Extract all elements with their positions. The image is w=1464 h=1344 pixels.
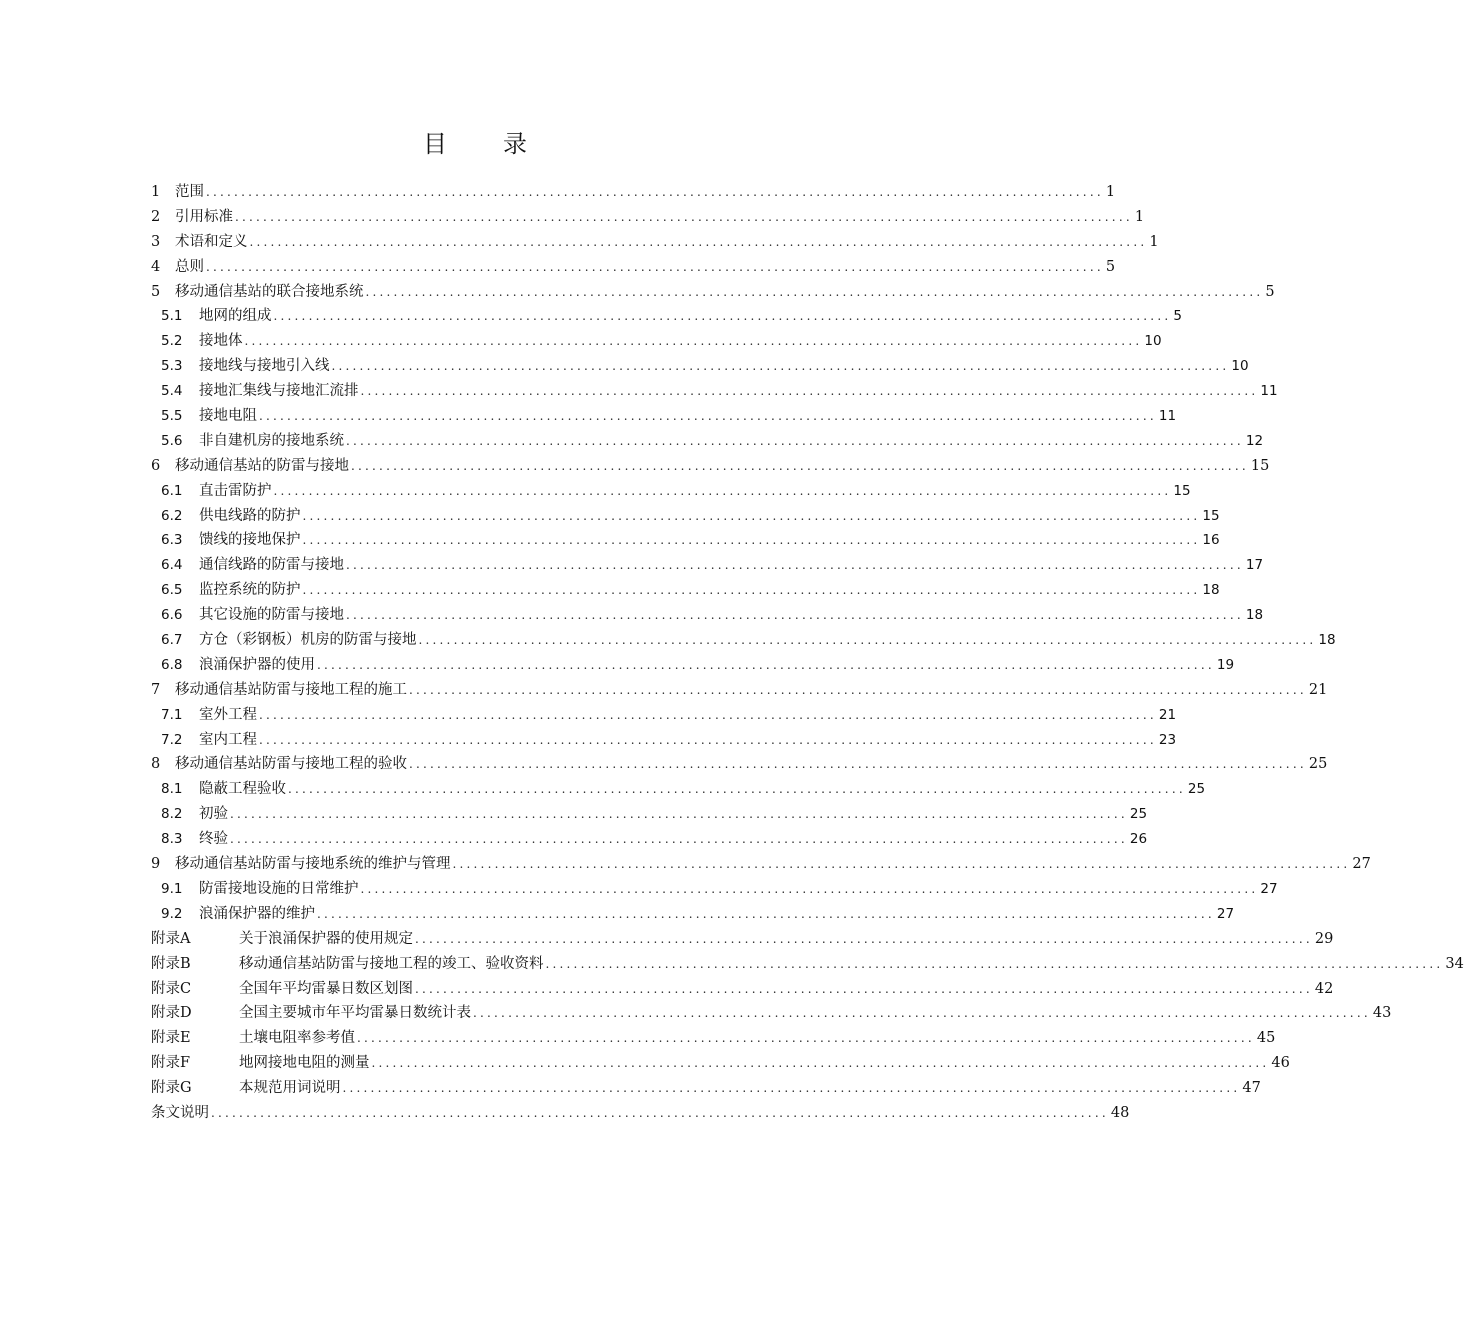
toc-dot-leader: ................................................................................................................................ — [409, 757, 1307, 772]
toc-entry-title: 地网的组成 — [199, 308, 272, 325]
toc-entry-page: 16 — [1202, 532, 1220, 549]
toc-dot-leader: ................................................................................................................................ — [259, 707, 1157, 722]
toc-dot-leader: ................................................................................................................................ — [259, 409, 1157, 424]
toc-entry-title: 方仓（彩钢板）机房的防雷与接地 — [199, 632, 417, 649]
toc-entry-page: 25 — [1187, 781, 1206, 798]
toc-entry[interactable] — [151, 404, 1177, 429]
toc-entry-page: 18 — [1245, 607, 1264, 624]
toc-entry-number: 附录F — [151, 1055, 191, 1072]
toc-entry-page: 19 — [1216, 656, 1235, 673]
toc-entry-page: 47 — [1242, 1080, 1261, 1097]
toc-entry-title: 接地汇集线与接地汇流排 — [199, 383, 359, 400]
toc-entry-number: 6.6 — [161, 607, 183, 624]
table-of-contents — [151, 180, 1464, 1126]
toc-entry-page: 27 — [1352, 856, 1371, 873]
toc-entry-number: 6.5 — [161, 582, 183, 599]
toc-entry-title: 移动通信基站的防雷与接地 — [175, 457, 349, 474]
toc-dot-leader: ................................................................................................................................ — [409, 682, 1307, 697]
toc-entry-page: 12 — [1245, 432, 1264, 449]
toc-entry-title: 初验 — [199, 806, 228, 823]
toc-dot-leader: ................................................................................................................................ — [365, 284, 1264, 299]
toc-entry-page: 23 — [1158, 731, 1177, 748]
toc-entry-title: 接地线与接地引入线 — [199, 358, 330, 375]
toc-entry-page: 29 — [1314, 930, 1334, 947]
toc-dot-leader: ................................................................................................................................ — [317, 657, 1215, 672]
toc-entry-title: 室内工程 — [199, 731, 257, 748]
toc-entry[interactable] — [151, 479, 1191, 504]
toc-dot-leader: ................................................................................................................................ — [357, 1031, 1255, 1046]
toc-entry[interactable] — [151, 902, 1235, 927]
toc-entry-page: 1 — [1134, 208, 1145, 225]
toc-entry-number: 6 — [151, 457, 161, 474]
toc-entry-number: 7.2 — [161, 731, 183, 748]
toc-entry-title: 全国主要城市年平均雷暴日数统计表 — [239, 1005, 471, 1022]
toc-dot-leader: ................................................................................................................................ — [545, 956, 1444, 971]
toc-entry[interactable] — [151, 827, 1148, 852]
toc-entry-title: 接地体 — [199, 333, 243, 350]
toc-entry-page: 26 — [1129, 831, 1148, 848]
toc-dot-leader: ................................................................................................................................ — [317, 906, 1215, 921]
toc-entry-page: 34 — [1445, 955, 1464, 972]
toc-dot-leader: ................................................................................................................................ — [342, 1081, 1241, 1096]
toc-entry-title: 室外工程 — [199, 706, 257, 723]
toc-entry-title: 移动通信基站的联合接地系统 — [175, 283, 364, 300]
toc-entry-page: 21 — [1308, 681, 1328, 698]
toc-dot-leader: ................................................................................................................................ — [288, 782, 1186, 797]
toc-entry-number: 6.2 — [161, 507, 183, 524]
toc-entry[interactable] — [151, 354, 1249, 379]
toc-entry[interactable] — [151, 429, 1264, 454]
toc-dot-leader: ................................................................................................................................ — [415, 981, 1313, 996]
toc-dot-leader: ................................................................................................................................ — [259, 732, 1157, 747]
toc-dot-leader: ................................................................................................................................ — [249, 234, 1148, 249]
toc-entry-page: 15 — [1250, 457, 1270, 474]
toc-entry-number: 8.1 — [161, 781, 183, 798]
toc-entry-number: 5.3 — [161, 358, 183, 375]
toc-entry-number: 1 — [151, 184, 161, 200]
toc-entry-number: 附录A — [151, 930, 191, 947]
toc-entry-number: 4 — [151, 258, 161, 275]
toc-entry-number: 附录B — [151, 955, 191, 972]
toc-entry-title: 土壤电阻率参考值 — [239, 1030, 355, 1047]
toc-dot-leader: ................................................................................................................................ — [206, 259, 1104, 274]
toc-entry[interactable] — [151, 1101, 1130, 1126]
toc-entry-number: 6.8 — [161, 656, 183, 673]
toc-dot-leader: ................................................................................................................................ — [273, 309, 1172, 324]
toc-dot-leader: ................................................................................................................................ — [211, 1105, 1109, 1120]
toc-entry-title: 供电线路的防护 — [199, 507, 301, 524]
toc-entry-page: 25 — [1308, 756, 1328, 773]
toc-entry[interactable] — [151, 1001, 1392, 1026]
toc-entry[interactable] — [151, 802, 1148, 827]
toc-entry-page: 18 — [1318, 632, 1336, 649]
toc-entry-number: 6.3 — [161, 532, 183, 549]
toc-entry[interactable] — [151, 454, 1270, 479]
toc-entry-title: 关于浪涌保护器的使用规定 — [239, 930, 413, 947]
toc-entry[interactable] — [151, 329, 1162, 354]
toc-dot-leader: ................................................................................................................................ — [371, 1056, 1270, 1071]
toc-entry-page: 11 — [1260, 383, 1278, 400]
toc-entry[interactable] — [151, 603, 1264, 628]
toc-entry-page: 10 — [1231, 358, 1249, 375]
toc-entry-number: 6.1 — [161, 482, 183, 499]
toc-entry[interactable] — [151, 977, 1334, 1002]
toc-dot-leader: ................................................................................................................................ — [473, 1006, 1371, 1021]
toc-entry-title: 移动通信基站防雷与接地工程的竣工、验收资料 — [239, 955, 544, 972]
toc-entry-title: 隐蔽工程验收 — [199, 781, 286, 798]
toc-entry-title: 范围 — [175, 184, 204, 200]
toc-entry-title: 防雷接地设施的日常维护 — [199, 880, 359, 897]
toc-dot-leader: ................................................................................................................................ — [235, 209, 1133, 224]
toc-entry-number: 5.1 — [161, 308, 183, 325]
toc-entry[interactable] — [151, 852, 1371, 877]
toc-entry[interactable] — [151, 1026, 1276, 1051]
toc-dot-leader: ................................................................................................................................ — [273, 483, 1172, 498]
toc-entry-title: 条文说明 — [151, 1104, 209, 1121]
toc-entry-title: 监控系统的防护 — [199, 582, 301, 599]
toc-entry-number: 7 — [151, 681, 161, 698]
toc-entry-title: 终验 — [199, 831, 228, 848]
toc-dot-leader: ................................................................................................................................ — [418, 633, 1317, 648]
toc-dot-leader: ................................................................................................................................ — [230, 832, 1128, 847]
toc-entry-number: 5.4 — [161, 383, 183, 400]
toc-entry-number: 8 — [151, 756, 161, 773]
toc-entry-page: 46 — [1271, 1055, 1290, 1072]
toc-dot-leader: ................................................................................................................................ — [452, 857, 1351, 872]
toc-entry[interactable] — [151, 752, 1328, 777]
toc-entry[interactable] — [151, 1051, 1290, 1076]
toc-entry[interactable] — [151, 877, 1278, 902]
toc-entry-page: 1 — [1105, 184, 1116, 200]
toc-entry[interactable] — [151, 205, 1145, 230]
toc-entry-title: 全国年平均雷暴日数区划图 — [239, 980, 413, 997]
toc-entry-page: 21 — [1158, 706, 1177, 723]
toc-entry-page: 45 — [1256, 1030, 1276, 1047]
toc-dot-leader: ................................................................................................................................ — [415, 931, 1313, 946]
toc-dot-leader: ................................................................................................................................ — [244, 334, 1143, 349]
toc-dot-leader: ................................................................................................................................ — [206, 185, 1104, 199]
toc-dot-leader: ................................................................................................................................ — [346, 558, 1244, 573]
toc-entry-title: 移动通信基站防雷与接地工程的验收 — [175, 756, 407, 773]
toc-entry-title: 其它设施的防雷与接地 — [199, 607, 344, 624]
toc-dot-leader: ................................................................................................................................ — [302, 533, 1201, 548]
toc-entry-title: 浪涌保护器的维护 — [199, 905, 315, 922]
toc-entry-number: 5.5 — [161, 408, 183, 425]
toc-dot-leader: ................................................................................................................................ — [346, 433, 1244, 448]
toc-entry-title: 本规范用词说明 — [239, 1080, 341, 1097]
toc-entry-page: 5 — [1105, 258, 1116, 275]
page-title — [0, 124, 950, 159]
toc-entry[interactable] — [151, 678, 1328, 703]
toc-entry-title: 移动通信基站防雷与接地工程的施工 — [175, 681, 407, 698]
toc-dot-leader: ................................................................................................................................ — [351, 458, 1249, 473]
toc-entry-number: 附录D — [151, 1005, 192, 1022]
toc-entry-page: 17 — [1245, 557, 1264, 574]
toc-entry-number: 6.7 — [161, 632, 183, 649]
toc-entry[interactable] — [151, 230, 1159, 255]
toc-entry[interactable] — [151, 1076, 1261, 1101]
toc-dot-leader: ................................................................................................................................ — [230, 807, 1128, 822]
toc-entry-title: 馈线的接地保护 — [199, 532, 301, 549]
toc-entry-page: 48 — [1110, 1104, 1130, 1121]
toc-dot-leader: ................................................................................................................................ — [346, 608, 1244, 623]
title-char: 录 — [503, 130, 527, 158]
toc-entry[interactable] — [151, 777, 1206, 802]
toc-entry-title: 引用标准 — [175, 208, 233, 225]
toc-entry[interactable] — [151, 255, 1116, 280]
toc-entry-number: 2 — [151, 208, 161, 225]
toc-entry[interactable] — [151, 628, 1336, 653]
toc-entry-page: 42 — [1314, 980, 1334, 997]
toc-entry-number: 7.1 — [161, 706, 183, 723]
toc-entry-number: 附录E — [151, 1030, 191, 1047]
toc-entry-title: 直击雷防护 — [199, 482, 272, 499]
toc-entry[interactable] — [151, 703, 1177, 728]
toc-entry[interactable] — [151, 927, 1334, 952]
toc-entry-page: 5 — [1265, 283, 1275, 300]
toc-entry[interactable] — [151, 653, 1235, 678]
toc-dot-leader: ................................................................................................................................ — [360, 384, 1259, 399]
title-char: 目 — [423, 130, 447, 158]
toc-entry-number: 3 — [151, 233, 161, 250]
toc-entry[interactable] — [151, 379, 1278, 404]
toc-entry-title: 地网接地电阻的测量 — [239, 1055, 370, 1072]
toc-entry-page: 25 — [1129, 806, 1148, 823]
toc-entry-title: 术语和定义 — [175, 233, 248, 250]
toc-entry-number: 9 — [151, 856, 161, 873]
toc-entry-page: 15 — [1202, 507, 1220, 524]
toc-entry-page: 11 — [1158, 408, 1177, 425]
toc-entry-page: 10 — [1144, 333, 1162, 350]
toc-entry[interactable] — [151, 304, 1182, 329]
toc-entry-number: 5 — [151, 283, 161, 300]
toc-entry-page: 15 — [1173, 482, 1191, 499]
toc-dot-leader: ................................................................................................................................ — [331, 359, 1230, 374]
toc-entry[interactable] — [151, 528, 1220, 553]
toc-entry-number: 9.2 — [161, 905, 183, 922]
toc-entry-number: 6.4 — [161, 557, 183, 574]
toc-entry-page: 1 — [1149, 233, 1159, 250]
toc-entry-page: 18 — [1202, 582, 1220, 599]
toc-entry-number: 附录G — [151, 1080, 192, 1097]
toc-entry-page: 27 — [1260, 880, 1278, 897]
toc-entry[interactable] — [151, 578, 1220, 603]
toc-entry[interactable] — [151, 728, 1177, 753]
toc-entry-number: 附录C — [151, 980, 192, 997]
toc-entry[interactable] — [151, 952, 1464, 977]
toc-entry-page: 27 — [1216, 905, 1235, 922]
toc-dot-leader: ................................................................................................................................ — [302, 508, 1201, 523]
toc-entry-title: 浪涌保护器的使用 — [199, 656, 315, 673]
toc-entry-page: 5 — [1173, 308, 1182, 325]
toc-dot-leader: ................................................................................................................................ — [302, 583, 1201, 598]
toc-entry-number: 8.3 — [161, 831, 183, 848]
toc-entry-number: 9.1 — [161, 880, 183, 897]
toc-entry-title: 非自建机房的接地系统 — [199, 432, 344, 449]
toc-entry-page: 43 — [1372, 1005, 1392, 1022]
toc-entry-number: 5.2 — [161, 333, 183, 350]
toc-entry-number: 8.2 — [161, 806, 183, 823]
toc-dot-leader: ................................................................................................................................ — [360, 881, 1259, 896]
toc-entry[interactable] — [151, 553, 1264, 578]
toc-entry-title: 总则 — [175, 258, 204, 275]
toc-entry[interactable] — [151, 504, 1220, 529]
toc-entry-number: 5.6 — [161, 432, 183, 449]
toc-entry-title: 通信线路的防雷与接地 — [199, 557, 344, 574]
toc-entry[interactable] — [151, 180, 1116, 205]
toc-entry-title: 移动通信基站防雷与接地系统的维护与管理 — [175, 856, 451, 873]
toc-entry-title: 接地电阻 — [199, 408, 257, 425]
toc-entry[interactable] — [151, 280, 1275, 305]
